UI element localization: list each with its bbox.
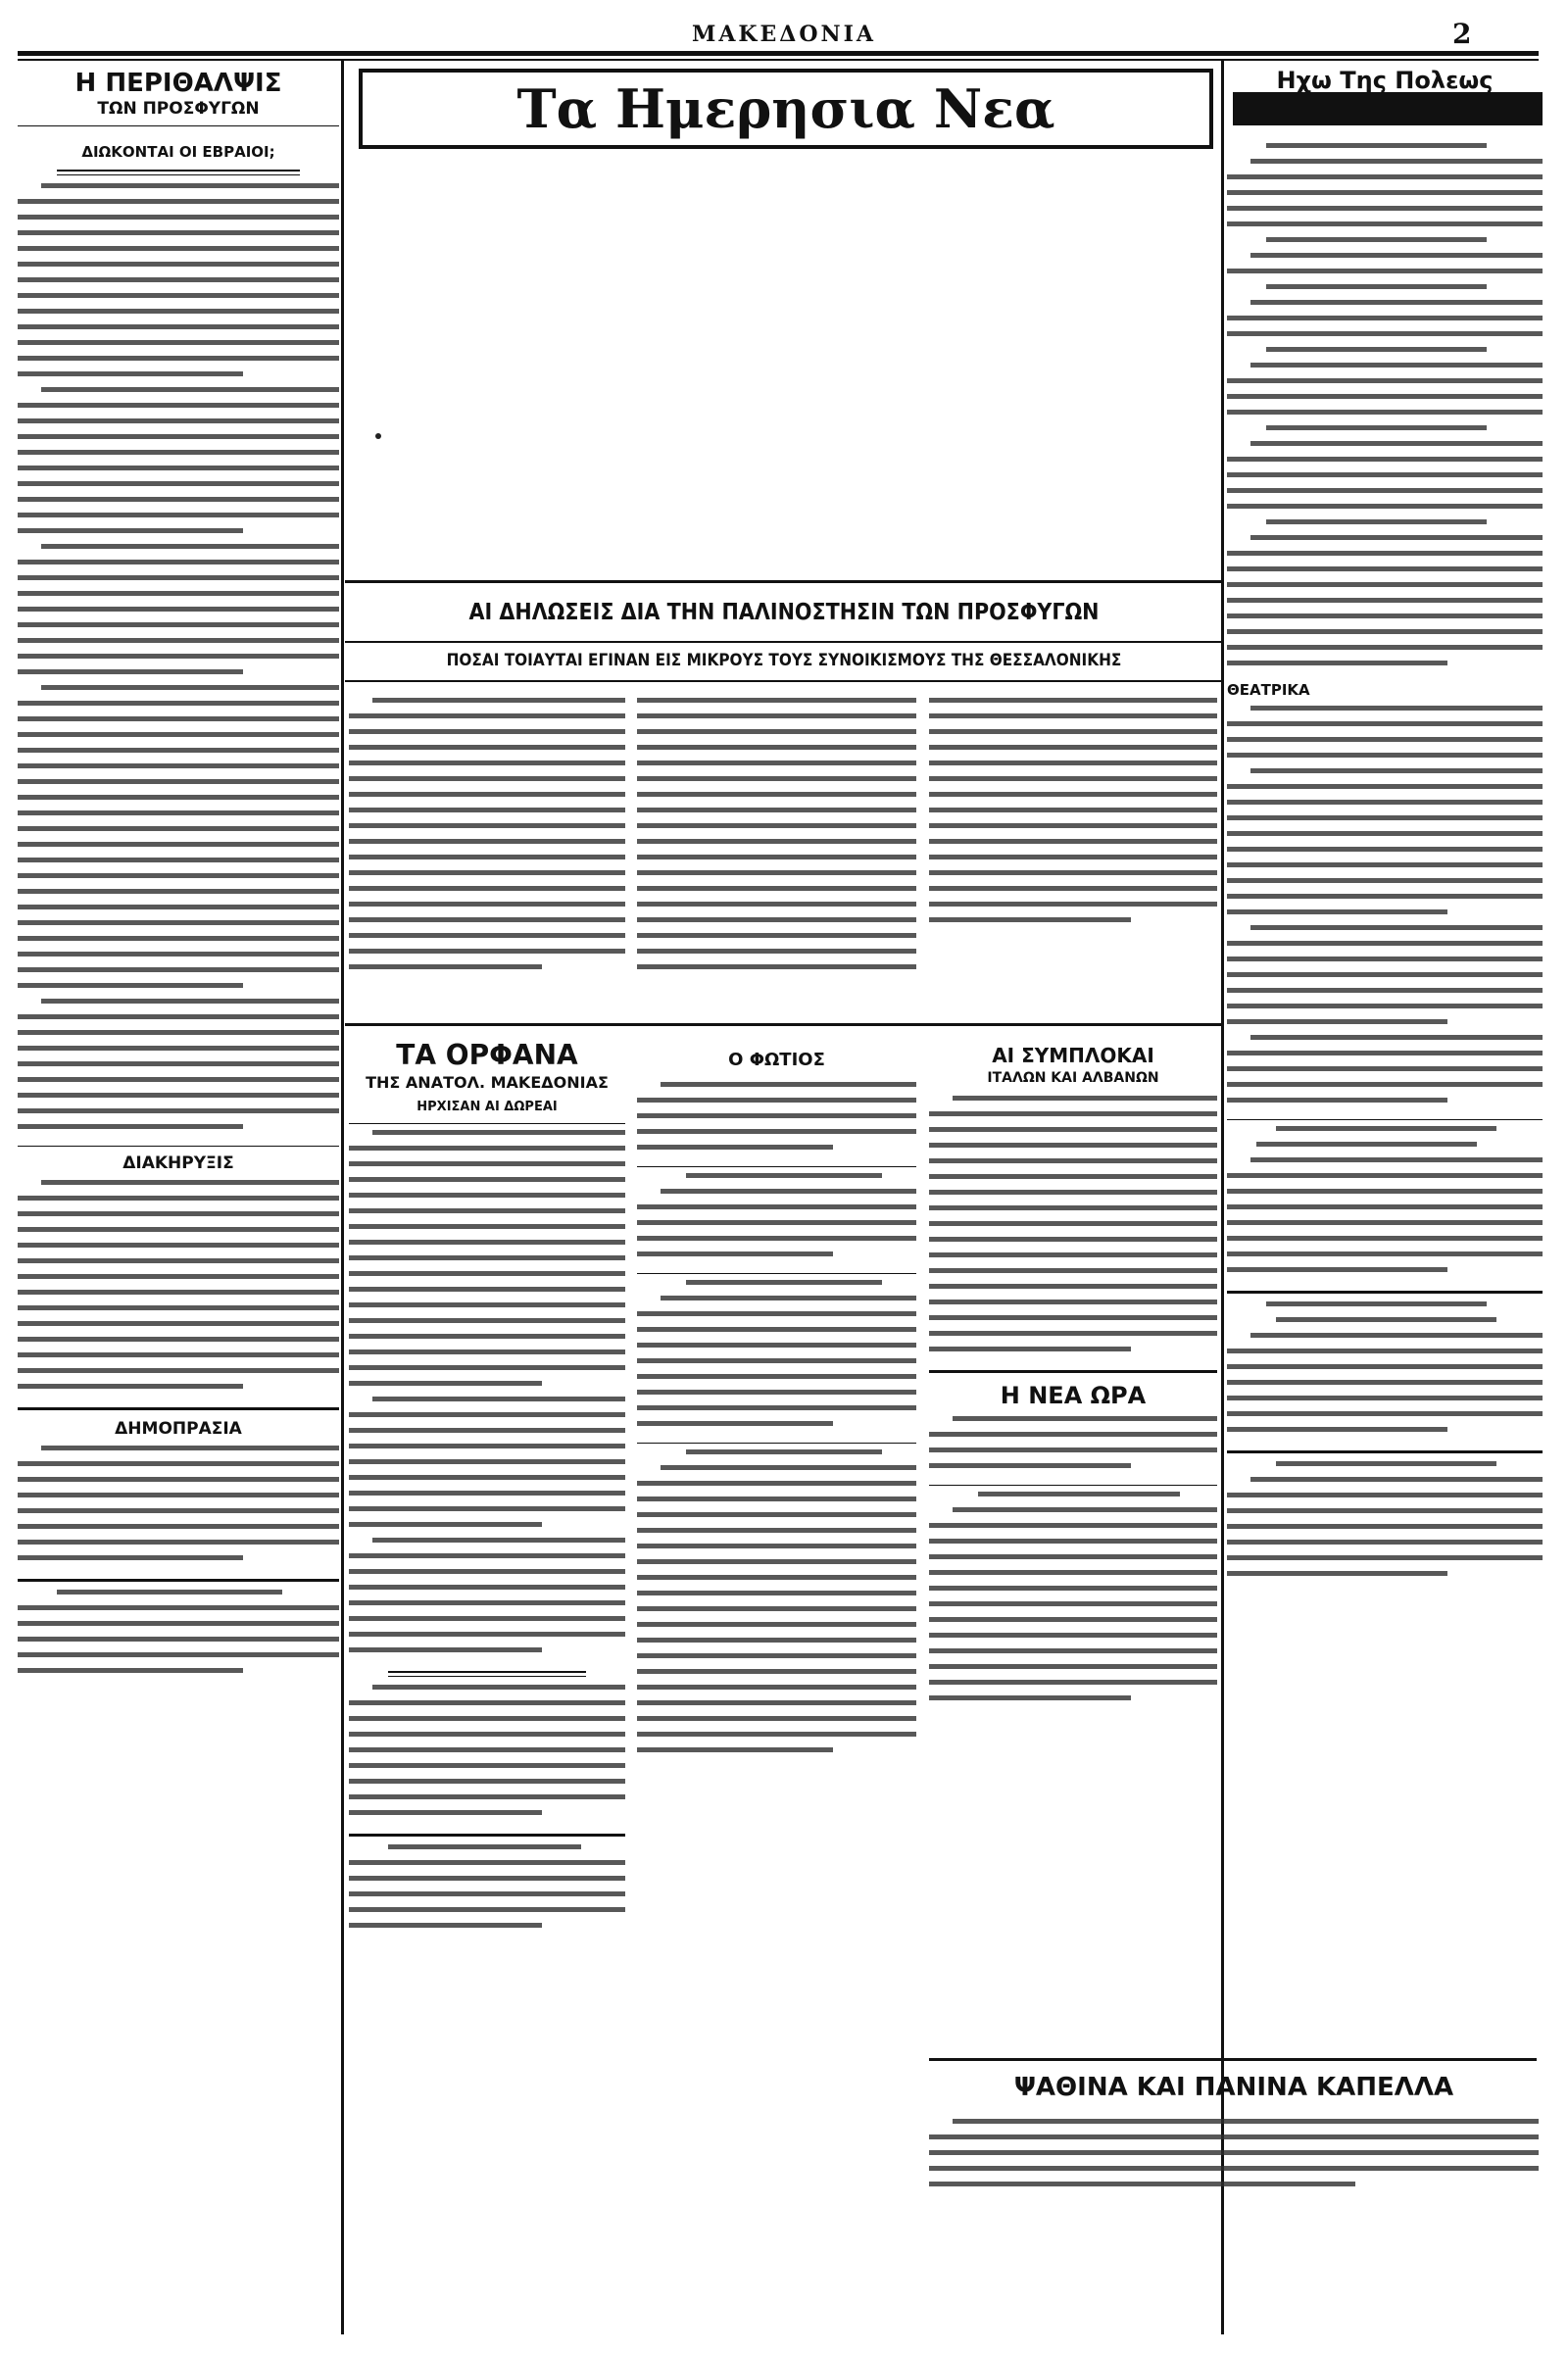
left-heading-line2: ΤΩΝ ΠΡΟΣΦΥΓΩΝ	[97, 99, 260, 119]
page-number: 2	[1452, 18, 1472, 50]
symplokai-article	[929, 1035, 1217, 1848]
left-section-diakiryxis-title: ΔΙΑΚΗΡΥΞΙΣ	[122, 1153, 234, 1173]
right-section-theatrika: ΘΕΑΤΡΙΚΑ	[1227, 681, 1310, 699]
fotios-title: Ο ΦΩΤΙΟΣ	[728, 1050, 825, 1070]
left-advertisement	[18, 1590, 339, 1684]
symplokai-subtitle: ΙΤΑΛΩΝ ΚΑΙ ΑΛΒΑΝΩΝ	[987, 1070, 1159, 1086]
left-subheading: ΔΙΩΚΟΝΤΑΙ ΟΙ ΕΒΡΑΙΟΙ;	[81, 143, 275, 161]
main-story-col3	[929, 692, 1217, 1015]
right-news-items	[1227, 143, 1543, 676]
orphans-kicker: ΗΡΧΙΣΑΝ ΑΙ ΔΩΡΕΑΙ	[416, 1100, 558, 1114]
orphans-subtitle: ΤΗΣ ΑΝΑΤΟΛ. ΜΑΚΕΔΟΝΙΑΣ	[366, 1073, 609, 1092]
fotios-article	[637, 1035, 916, 2035]
orphans-title: ΤΑ ΟΡΦΑΝΑ	[396, 1039, 578, 1071]
main-story-col1	[349, 692, 625, 1015]
center-banner: Τα Ημερησια Νεα	[359, 69, 1213, 149]
symplokai-title: ΑΙ ΣΥΜΠΛΟΚΑΙ	[992, 1044, 1154, 1067]
left-heading-line1: Η ΠΕΡΙΘΑΛΨΙΣ	[74, 69, 282, 98]
left-section-dimoprasia-title: ΔΗΜΟΠΡΑΣΙΑ	[115, 1419, 242, 1439]
main-story-headline: ΑΙ ΔΗΛΩΣΕΙΣ ΔΙΑ ΤΗΝ ΠΑΛΙΝΟΣΤΗΣΙΝ ΤΩΝ ΠΡΟΣΦΥΓΩΝ	[468, 600, 1100, 625]
nea-ora-title: Η ΝΕΑ ΩΡΑ	[1000, 1382, 1147, 1409]
bottom-banner-headline: ΨΑΘΙΝΑ ΚΑΙ ΠΑΝΙΝΑ ΚΑΠΕΛΛΑ	[1013, 2073, 1454, 2102]
masthead-rule	[18, 51, 1539, 56]
left-column	[18, 69, 339, 2332]
main-story-col2	[637, 692, 916, 1015]
print-speck	[375, 433, 381, 439]
masthead-rule-thin	[18, 59, 1539, 61]
column-divider-left	[341, 61, 344, 2334]
left-section-diakiryxis-body	[18, 1180, 339, 1399]
orphans-article	[349, 1035, 625, 2035]
left-section-dimoprasia-body	[18, 1446, 339, 1571]
newspaper-title: ΜΑΚΕΔΟΝΙΑ	[691, 22, 876, 47]
right-column	[1227, 69, 1543, 2332]
right-heading: Ηχω Της Πολεως	[1276, 69, 1494, 94]
column-divider-right	[1221, 61, 1224, 2334]
main-story-subheadline: ΠΟΣΑΙ ΤΟΙΑΥΤΑΙ ΕΓΙΝΑΝ ΕΙΣ ΜΙΚΡΟΥΣ ΤΟΥΣ ΣΥΝΟΙΚΙΣΜΟΥΣ ΤΗΣ ΘΕΣΣΑΛΟΝΙΚΗΣ	[446, 651, 1122, 670]
left-article-body	[18, 183, 339, 1140]
